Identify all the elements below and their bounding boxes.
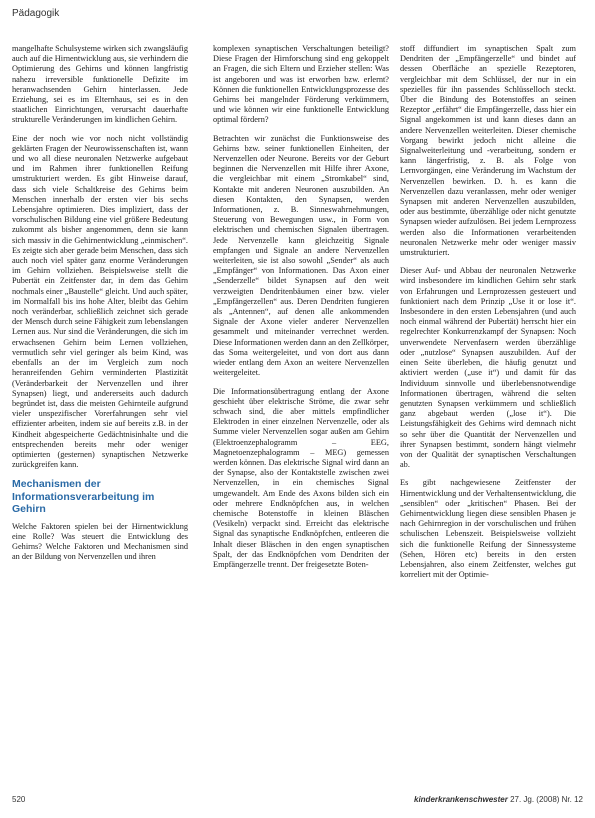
paragraph: Betrachten wir zunächst die Funktionsweise des Gehirns bzw. seiner funktionellen Einheiten, der Nervenzellen oder Neurone. Bereits vor der Geburt beginnen die Nervenzellen mit Hilfe ihrer Axone, die vergleichbar mit einem „Stromkabel“ sind, Kontakte mit anderen Neuronen auszubilden. An diesen Kontakten, den Synapsen, werden Informationen, z. B. Sinneswahrnehmungen, Steuerung von Bewegungen usw., in Form von elektrischen und chemischen Signalen übertragen. Jede Nervenzelle kann gleichzeitig Signale empfangen und Signale an andere Nervenzellen weiterleiten, sie ist also sowohl „Sender“ als auch „Empfänger“ von Informationen. Das Axon einer „Senderzelle“ bildet Synapsen auf den weit verzweigten Dendritenbäumen einer bzw. vieler „Empfängerzellen“ aus. Deren Dendriten fungieren als „Antennen“, auf denen alle ankommenden Signale der Axone vieler anderer Nervenzellen gesammelt und miteinander verrechnet werden. Diese Informationen werden dann an den Zellkörper, das Soma weitergeleitet, und von dort aus dann wieder entlang dem Axon an weitere Nervenzellen weitergeleitet.: [213, 133, 389, 378]
paragraph: Es gibt nachgewiesene Zeitfenster der Hirnentwicklung und der Verhaltensentwicklung, die „sensiblen“ oder „kritischen“ Phasen. Bei der Gehirnentwicklung liegen diese sensiblen Phasen je nach Gehirnregion in der vorschulischen und frühen schulischen Lebenszeit. Beispielsweise vollzieht sich die funktionelle Reifung der Sinnessysteme (Sehen, Hören etc) bereits in den ersten Lebensjahren, also einem Zeitfenster, welches gut korreliert mit der Optimie-: [400, 478, 576, 580]
paragraph: stoff diffundiert im synaptischen Spalt zum Dendriten der „Empfängerzelle“ und bindet auf dessen Oberfläche an spezielle Rezeptoren, vergleichbar mit dem Schlüssel, der nur in ein spezielles für ihn passendes Schlüsselloch steckt. Über die Bindung des Botenstoffes an seinen Rezeptor „erfährt“ die Empfängerzelle, dass hier ein Signal angekommen ist und kann dieses dann an andere Nervenzellen weiterleiten. Dieser chemische Vorgang bewirkt jedoch nicht alleine die Signalweiterleitung und -verarbeitung, sondern er kann längerfristig, z. B. als Folge von Lernvorgängen, eine Veränderung im Wachstum der Nervenzellen bewirken. D. h. es kann die Nervenzellen dazu veranlassen, mehr oder weniger Synapsen mit anderen Nervenzellen auszubilden, oder aus bestimmte, überzählige oder nicht genutzte Synapsen wieder aufzulösen. Bei jedem Lernprozess werden also die Informationen verarbeitenden neuronalen Netzwerke mehr oder weniger massiv umstrukturiert.: [400, 44, 576, 258]
journal-name: kinderkrankenschwester: [414, 795, 508, 804]
text-column-1: [12, 44, 188, 571]
paragraph: Die Informationsübertragung entlang der Axone geschieht über elektrische Ströme, die zwar sehr schwach sind, die aber mittels empfindlicher Elektroden in einer einzelnen Nervenzelle, oder als Summe vieler Nervenzellen sogar außen am Gehirn (Elektroenzephalogramm – EEG, Magnetoenzephalogramm – MEG) gemessen werden können. Das elektrische Signal wird dann an der Synapse, also der Kontaktstelle zwischen zwei Nervenzellen, in ein chemisches Signal umgewandelt. Am Ende des Axons bilden sich ein oder mehrere Endknöpfchen aus, in welchen chemische Botenstoffe in kleinen Bläschen (Vesikeln) verpackt sind. Erreicht das elektrische Signal das synaptische Endknöpfchen, entleeren die Inhalt dieser Bläschen in den engen synaptischen Spalt, der das Endknöpfchen vom Dendriten der Empfängerzelle trennt. Der freigesetzte Boten-: [213, 386, 389, 569]
section-heading: Mechanismen der Informationsverarbeitung im Gehirn: [12, 478, 155, 516]
paragraph: Eine der noch wie vor noch nicht vollständig geklärten Fragen der Neurowissenschaften ist, wann und wo all diese neuronalen Netzwerke aufgebaut und im Rahmen ihrer funktionellen Reifung umstrukturiert werden. Es gibt Hinweise darauf, dass sich viele Schaltkreise des Gehirns beim Menschen innerhalb der ersten vier bis sechs Lebensjahre optimieren. Dies impliziert, dass der vorschulischen Bildung eine viel größere Bedeutung zukommt als bisher angenommen, denn sie kann sich massiv in die Gehirnentwicklung „einmischen“. Es zeigte sich aber gerade beim Menschen, dass sich auch noch viel später ganz enorme Veränderungen im Gehirn vollziehen. Beispielsweise stellt die Pubertät ein Zeitfenster dar, in dem das Gehirn nochmals einer „Baustelle“ gleicht. Und auch später, im Normalfall bis ins hohe Alter, bleibt das Gehirn noch veränderbar, schließlich zeichnet sich gerade der Mensch durch seine Fähigkeit zum lebenslangen Lernen aus. Nur sind die Veränderungen, die sich im erwachsenen Gehirn beim Lernen vollziehen, vermutlich sehr viel geringer als beim Kind, was ebenfalls an der im Vergleich zum noch heranreifenden Gehirn verminderten Plastizität (Veränderbarkeit der Nervenzellen und ihrer Synapsen) liegt, und andererseits auch dadurch begründet ist, dass die meisten Gehirnteile aufgrund vieler unspezifischer Vorerfahrungen sehr viel effizienter arbeiten, indem sie auf bereits z.B. in der Kindheit abgespeicherte Gedächtnisinhalte und die entsprechenden bereits mehr oder weniger optimierten (gesternen) synaptischen Netzwerke zurückgreifen kann.: [12, 133, 188, 470]
section-label: Pädagogik: [12, 8, 60, 19]
paragraph: komplexen synaptischen Verschaltungen beteiligt? Diese Fragen der Hirnforschung sind eng gekoppelt an Fragen, die sich Eltern und Erzieher stellen: Was ist angeboren und was ist erworben bzw. erlernt? Können die funktionellen Entwicklungsprozesse des Gehirns bei mangelnder Förderung verkümmern, und wie können wir eine funktionelle Entwicklung optimal fördern?: [213, 44, 389, 125]
journal-issue: 27. Jg. (2008) Nr. 12: [510, 795, 583, 804]
text-column-3: [400, 44, 576, 588]
journal-info: [414, 795, 583, 804]
page-footer: [12, 795, 583, 809]
text-column-2: [213, 44, 389, 578]
paragraph: Welche Faktoren spielen bei der Hirnentwicklung eine Rolle? Was steuert die Entwicklung des Gehirns? Welche Faktoren und Mechanismen sind an der Bildung von Nervenzellen und ihren: [12, 521, 188, 562]
paragraph: Dieser Auf- und Abbau der neuronalen Netzwerke wird insbesondere im kindlichen Gehirn sehr stark von Erfahrungen und Lernprozessen gesteuert und funktioniert nach dem Prinzip „Use it or lose it“. Insbesondere in den ersten Lebensjahren (und auch noch einmal während der Pubertät) herrscht hier ein regelrechter Konkurrenzkampf der Synapsen: Noch unverwendete Nervenfasern werden überzählige oder „nutzlose“ Synapsen auszubilden. Auf der einen Seite überleben, die häufig genutzt und aktiviert werden („use it“) und damit für das Individuum sinnvolle und überlebensnotwendige Informationen übertragen, während die selten genutzten Synapsen verkümmern und schließlich ganz abgebaut werden („lose it“). Die Leistungsfähigkeit des Gehirns wird demnach nicht so sehr über die Quantität der Nervenzellen und ihrer Synapsen bestimmt, sondern hängt vielmehr von der Qualität der synaptischen Verschaltungen ab.: [400, 266, 576, 470]
page-number: 520: [12, 795, 26, 804]
paragraph: mangelhafte Schulsysteme wirken sich zwangsläufig auch auf die Hirnentwicklung aus, sie verhindern die Optimierung des Gehirns und können langfristig nahezu irreversible funktionelle Defizite im heranwachsenden Gehirn hinterlassen. Jede Erziehung, sei es im Elternhaus, sei es in den staatlichen Einrichtungen, verursacht dauerhafte strukturelle Veränderungen im kindlichen Gehirn.: [12, 44, 188, 125]
